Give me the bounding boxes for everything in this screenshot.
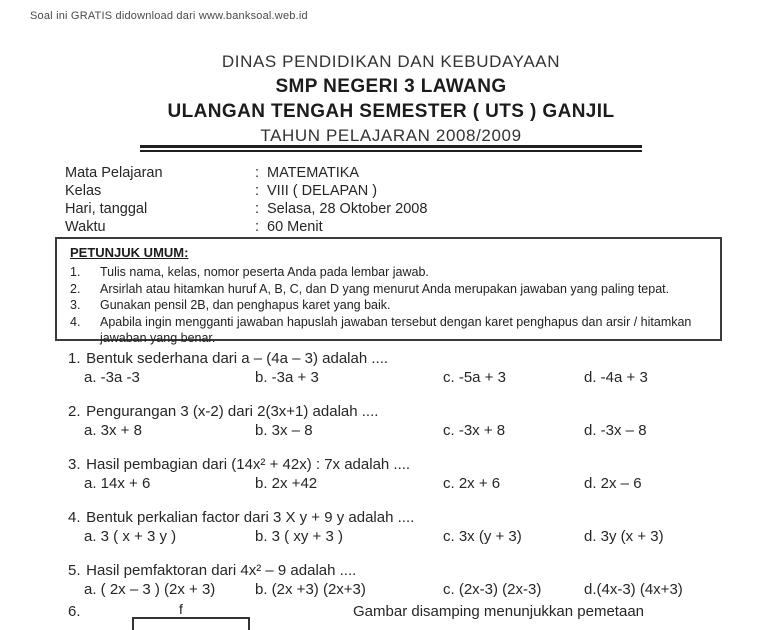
option-b: b. (2x +3) (2x+3): [255, 581, 366, 598]
instruction-number: 4.: [70, 314, 81, 329]
instruction-text: Arsirlah atau hitamkan huruf A, B, C, dan D yang menurut Anda merupakan jawaban yang paling tepat.: [100, 281, 670, 296]
question-5: [68, 561, 740, 599]
option-c: c. 2x + 6: [443, 475, 501, 492]
instruction-number: 1.: [70, 265, 81, 279]
option-a: a. -3a -3: [84, 369, 140, 386]
question-stem: [68, 508, 740, 527]
question-6-number: 6.: [68, 603, 81, 620]
question-text: Hasil pembagian dari (14x² + 42x) : 7x adalah ....: [86, 456, 411, 473]
instruction-text: Gunakan pensil 2B, dan penghapus karet yang baik.: [100, 298, 391, 312]
info-label: Kelas: [65, 183, 102, 199]
option-d: d.(4x-3) (4x+3): [584, 581, 683, 598]
question-6-mapping-diagram: [132, 617, 250, 630]
option-b: b. 3 ( xy + 3 ): [255, 528, 343, 545]
info-value: Selasa, 28 Oktober 2008: [267, 201, 428, 217]
option-a: a. 3 ( x + 3 y ): [84, 528, 177, 545]
info-value: 60 Menit: [267, 219, 323, 235]
question-1: [68, 349, 740, 387]
question-options: [68, 368, 740, 387]
instruction-item: [70, 281, 710, 298]
instruction-text: Apabila ingin mengganti jawaban hapuslah jawaban tersebut dengan karet penghapus dan arsir / hitamkan jawaban yang benar.: [100, 314, 692, 345]
option-d: d. -3x – 8: [584, 422, 647, 439]
question-stem: [68, 349, 740, 368]
header-department: DINAS PENDIDIKAN DAN KEBUDAYAAN: [221, 52, 561, 71]
question-6-text: Gambar disamping menunjukkan pemetaan: [353, 603, 644, 620]
info-colon: :: [255, 201, 260, 217]
option-c: c. -3x + 8: [443, 422, 506, 439]
info-label: Mata Pelajaran: [65, 165, 163, 181]
question-2: [68, 402, 740, 440]
question-options: [68, 474, 740, 493]
question-number: 4.: [68, 509, 81, 526]
exam-header: [140, 49, 642, 148]
question-number: 3.: [68, 456, 81, 473]
question-stem: [68, 455, 740, 474]
question-options: [68, 580, 740, 599]
header-divider-rule: [140, 145, 642, 152]
instructions-title: PETUNJUK UMUM:: [70, 245, 189, 260]
option-d: d. 2x – 6: [584, 475, 642, 492]
info-value: VIII ( DELAPAN ): [267, 183, 378, 199]
instruction-number: 3.: [70, 298, 81, 312]
info-row-duration: [65, 218, 625, 236]
instruction-item: [70, 297, 710, 314]
question-4: [68, 508, 740, 546]
instruction-item: [70, 314, 710, 347]
question-text: Bentuk perkalian factor dari 3 X y + 9 y adalah ....: [86, 509, 415, 526]
question-options: [68, 527, 740, 546]
question-6-function-label: f: [179, 601, 183, 617]
question-text: Hasil pemfaktoran dari 4x² – 9 adalah ....: [86, 562, 357, 579]
header-school-name: SMP NEGERI 3 LAWANG: [275, 76, 507, 97]
question-number: 1.: [68, 350, 81, 367]
info-row-subject: [65, 164, 625, 182]
info-row-date: [65, 200, 625, 218]
question-stem: [68, 561, 740, 580]
question-stem: [68, 402, 740, 421]
option-a: a. 14x + 6: [84, 475, 151, 492]
info-label: Waktu: [65, 219, 106, 235]
info-colon: :: [255, 165, 260, 181]
instruction-item: [70, 264, 710, 281]
watermark-source-text: Soal ini GRATIS didownload dari www.banksoal.web.id: [30, 10, 308, 22]
header-exam-title: ULANGAN TENGAH SEMESTER ( UTS ) GANJIL: [167, 101, 615, 122]
questions-list: [68, 349, 740, 614]
option-d: d. 3y (x + 3): [584, 528, 664, 545]
question-text: Pengurangan 3 (x-2) dari 2(3x+1) adalah ....: [86, 403, 379, 420]
info-colon: :: [255, 219, 260, 235]
exam-info-block: [65, 164, 625, 236]
header-academic-year: TAHUN PELAJARAN 2008/2009: [260, 126, 522, 145]
option-a: a. 3x + 8: [84, 422, 142, 439]
option-b: b. 2x +42: [255, 475, 318, 492]
question-number: 5.: [68, 562, 81, 579]
question-options: [68, 421, 740, 440]
info-value: MATEMATIKA: [267, 165, 360, 181]
instruction-number: 2.: [70, 281, 81, 296]
question-text: Bentuk sederhana dari a – (4a – 3) adalah ....: [86, 350, 389, 367]
instructions-box: [55, 237, 722, 345]
instruction-text: Tulis nama, kelas, nomor peserta Anda pada lembar jawab.: [100, 265, 429, 279]
option-a: a. ( 2x – 3 ) (2x + 3): [84, 581, 216, 598]
question-number: 2.: [68, 403, 81, 420]
option-c: c. -5a + 3: [443, 369, 506, 386]
option-b: b. 3x – 8: [255, 422, 313, 439]
info-row-class: [65, 182, 625, 200]
option-c: c. (2x-3) (2x-3): [443, 581, 542, 598]
option-b: b. -3a + 3: [255, 369, 319, 386]
info-label: Hari, tanggal: [65, 201, 148, 217]
info-colon: :: [255, 183, 260, 199]
option-c: c. 3x (y + 3): [443, 528, 522, 545]
option-d: d. -4a + 3: [584, 369, 648, 386]
question-3: [68, 455, 740, 493]
